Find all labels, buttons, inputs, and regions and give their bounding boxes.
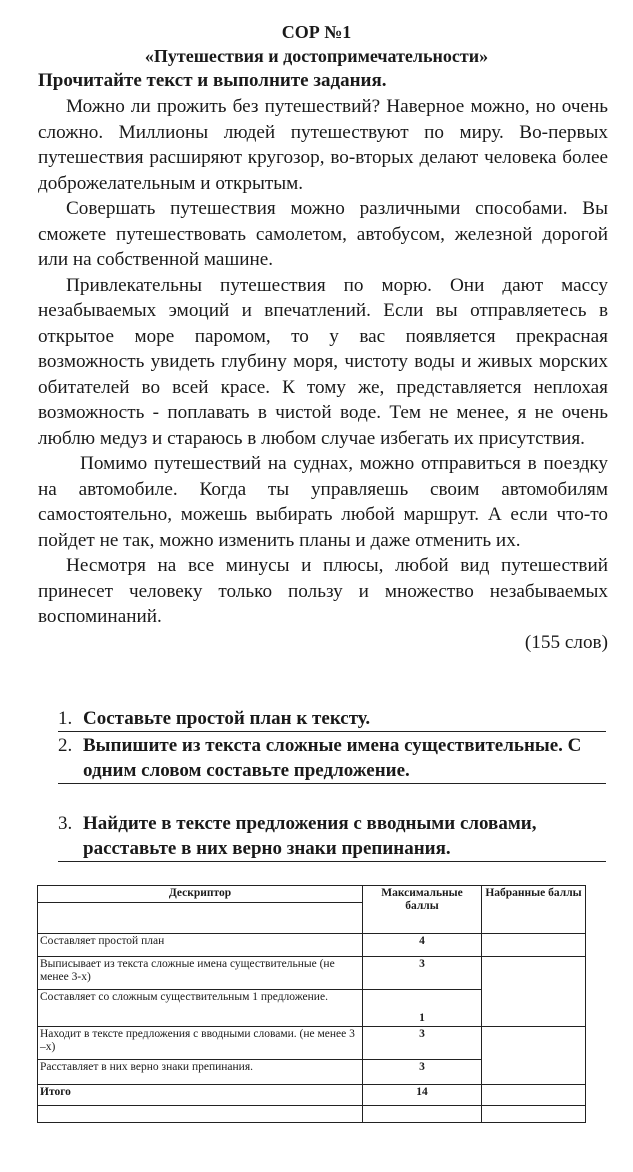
paragraph-1: Можно ли прожить без путешествий? Наверное можно, но очень сложно. Миллионы людей путешествуют по миру. Во-первых путешествия расширяют кругозор, во-вторых делают человека более доброжелательным и открытым. [38,96,608,194]
header-max: Максимальные баллы [363,886,482,934]
max-cell: 4 [363,934,482,957]
max-cell: 3 [363,957,482,990]
earned-cell [482,934,586,957]
descriptor-cell: Составляет простой план [38,934,363,957]
table-row [38,1027,586,1060]
instruction: Прочитайте текст и выполните задания. [38,70,387,91]
task-2 [58,733,606,784]
descriptor-cell: Выписывает из текста сложные имена существительные (не менее 3-х) [38,957,363,990]
descriptor-cell: Составляет со сложным существительным 1 предложение. [38,990,363,1027]
task-text: Найдите в тексте предложения с вводными словами, расставьте в них верно знаки препинания. [83,813,537,859]
task-number: 3. [58,813,73,834]
task-text: Составьте простой план к тексту. [83,708,371,729]
task-3 [58,811,606,862]
table-row [38,934,586,957]
task-number: 1. [58,708,73,729]
earned-cell [482,1085,586,1106]
total-value: 14 [363,1085,482,1106]
empty-cell [38,1106,363,1123]
task-1 [58,706,606,732]
max-cell: 1 [363,990,482,1027]
table-row [38,1085,586,1106]
table-row [38,957,586,990]
max-cell: 3 [363,1027,482,1060]
max-cell: 3 [363,1060,482,1085]
header-earned: Набранные баллы [482,886,586,934]
earned-cell [482,957,586,1027]
paragraph-4: Помимо путешествий на суднах, можно отправиться в поездку на автомобиле. Когда ты управляешь своим автомобилям самостоятельно, можешь выбирать любой маршрут. А если что-то пойдет не так, можно изменить планы и даже отменить их. [38,453,608,551]
empty-cell [482,1106,586,1123]
paragraph-2: Совершать путешествия можно различными способами. Вы сможете путешествовать самолетом, автобусом, железной дорогой или на собственной машине. [38,198,608,270]
total-label: Итого [38,1085,363,1106]
reading-text [38,94,608,655]
empty-cell [363,1106,482,1123]
paragraph-5: Несмотря на все минусы и плюсы, любой вид путешествий принесет человеку только пользу и множество незабываемых воспоминаний. [38,555,608,627]
earned-cell [482,1027,586,1085]
page-title: СОР №1 [281,22,352,42]
empty-cell [38,903,363,934]
task-text: Выпишите из текста сложные имена существительные. С одним словом составьте предложение. [83,735,582,781]
table-header-row [38,886,586,903]
table-row [38,1106,586,1123]
header-descriptor: Дескриптор [38,886,363,903]
assessment-table [37,885,586,1123]
word-count: (155 слов) [524,631,608,653]
task-number: 2. [58,735,73,756]
descriptor-cell: Расставляет в них верно знаки препинания. [38,1060,363,1085]
descriptor-cell: Находит в тексте предложения с вводными словами. (не менее 3 –х) [38,1027,363,1060]
page-subtitle: «Путешествия и достопримечательности» [144,46,489,66]
paragraph-3: Привлекательны путешествия по морю. Они дают массу незабываемых эмоций и впечатлений. Если вы отправляетесь в открытое море паромом, то у вас появляется прекрасная возможность увидеть глубину моря, чистоту воды и живых морских обитателей во всей красе. К тому же, представляется неплохая возможность - поплавать в чистой воде. Тем не менее, я не очень люблю медуз и стараюсь в любом случае избегать их присутствия. [38,274,608,449]
